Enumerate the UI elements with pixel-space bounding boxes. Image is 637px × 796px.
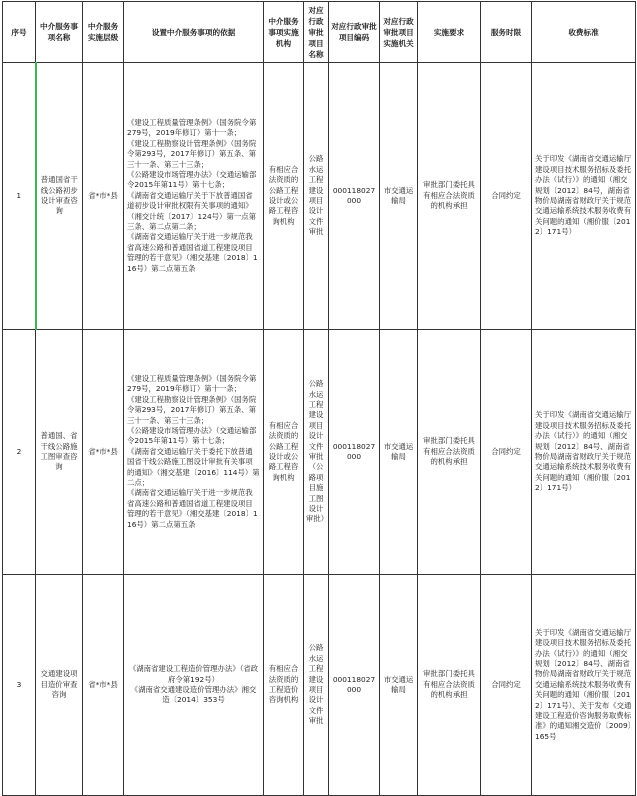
basis-line: 《公路建设市场管理办法》（交通运输部令2015年第11号）第十七条； (127, 169, 257, 190)
cell-no: 3 (3, 575, 36, 796)
cell-time-limit: 合同约定 (481, 330, 532, 575)
header-row (3, 2, 636, 63)
header-requirement: 实施要求 (418, 2, 481, 63)
cell-requirement: 审批部门委托具有相应合法资质的机构承担 (418, 575, 481, 796)
cell-name: 普通国、省干线公路施工图审查咨询 (36, 330, 83, 575)
intermediary-services-table (2, 1, 636, 796)
basis-line: 《湖南省交通运输厅关于委托下放普通国省干线公路施工图设计审批有关事项的通知》（湘交基建〔2016〕114号）第二点； (127, 446, 260, 488)
header-fee: 收费标准 (532, 2, 636, 63)
basis-line: 《公路建设市场管理办法》（交通运输部令2015年第11号）第十七条； (127, 425, 257, 446)
cell-basis (124, 575, 264, 796)
basis-line: 《湖南省交通运输厅关于下放普通国省道初步设计审批权限有关事项的通知》（湘交计统〔2017〕124号）第一点第三条、第二点第二条； (127, 190, 256, 232)
cell-requirement: 审批部门委托具有相应合法资质的机构承担 (418, 63, 481, 330)
cell-agency: 有相应合法资质的公路工程设计或公路工程咨询机构 (264, 330, 304, 575)
cell-approval-code: 000118027000 (329, 575, 380, 796)
header-approval-code: 对应行政审批项目编码 (329, 2, 380, 63)
header-approval-org: 对应行政审批项目实施机关 (380, 2, 418, 63)
cell-fee: 关于印发《湖南省交通运输厅建设项目技术服务招标及委托办法（试行）》的通知（湘交规划〔2012〕84号、湖南省物价局湖南省财政厅关于规范交通运输系统技术服务收费有关问题的通知（湘价服〔2012〕171号）、关于发布《交通建设工程造价咨询服务取费标准》的通知湘交造价〔2009〕165号 (532, 575, 636, 796)
basis-line: 《湖南省交通建设造价管理办法》湘交造〔2014〕353号 (130, 685, 257, 705)
header-agency: 中介服务事项实施机构 (264, 2, 304, 63)
cell-basis (124, 63, 264, 330)
cell-name: 普通国省干线公路初步设计审查咨询 (36, 63, 83, 330)
cell-approval-org: 市交通运输局 (380, 330, 418, 575)
header-time-limit: 服务时限 (481, 2, 532, 63)
basis-line: 《建设工程质量管理条例》（国务院令第279号，2019年修订）第十一条； (127, 373, 257, 394)
cell-approval-code: 000118027000 (329, 63, 380, 330)
cell-no: 1 (3, 63, 36, 330)
basis-line: 《建设工程勘察设计管理条例》（国务院令第293号，2017年修订）第五条、第三十一条、第三十三条； (127, 394, 257, 425)
cell-level: 省*市*县 (83, 575, 124, 796)
cell-level: 省*市*县 (83, 63, 124, 330)
table-row (3, 63, 636, 330)
cell-basis (124, 330, 264, 575)
header-no: 序号 (3, 2, 36, 63)
basis-line: 《湖南省交通运输厅关于进一步规范我省高速公路和普通国省道工程建设项目管理的若干意见》（湘交基建〔2018〕116号）第二点第五条 (127, 488, 258, 529)
basis-line: 《湖南省建设工程造价管理办法》（省政府令第192号） (128, 664, 259, 684)
cell-fee: 关于印发《湖南省交通运输厅建设项目技术服务招标及委托办法（试行）》的通知（湘交规划〔2012〕84号，湖南省物价局湖南省财政厅关于规范交通运输系统技术服务收费有关问题的通知（湘价服〔2012〕171号） (532, 63, 636, 330)
cell-requirement: 审批部门委托具有相应合法资质的机构承担 (418, 330, 481, 575)
table-row (3, 330, 636, 575)
cell-no: 2 (3, 330, 36, 575)
cell-agency: 有相应合法资质的公路工程设计或公路工程咨询机构 (264, 63, 304, 330)
basis-line: 《湖南省交通运输厅关于进一步规范我省高速公路和普通国省道工程建设项目管理的若干意见》（湘交基建〔2018〕116号）第二点第五条 (127, 232, 258, 273)
header-level: 中介服务实施层级 (83, 2, 124, 63)
cell-approval-org: 市交通运输局 (380, 63, 418, 330)
cell-approval-name: 公路水运工程建设项目设计文件审批 (304, 575, 329, 796)
header-basis: 设置中介服务事项的依据 (124, 2, 264, 63)
basis-line: 《建设工程质量管理条例》（国务院令第279号，2019年修订）第十一条； (127, 117, 257, 138)
cell-fee: 关于印发《湖南省交通运输厅建设项目技术服务招标及委托办法（试行）》的通知（湘交规划〔2012〕84号、湖南省物价局湖南省财政厅关于规范交通运输系统技术服务收费有关问题的通知（湘价服〔2012〕171号） (532, 330, 636, 575)
table-row (3, 575, 636, 796)
cell-approval-code: 000118027000 (329, 330, 380, 575)
cell-level: 省*市*县 (83, 330, 124, 575)
cell-agency: 有相应合法资质的工程造价咨询机构 (264, 575, 304, 796)
cell-name: 交通建设项目造价审查咨询 (36, 575, 83, 796)
header-name: 中介服务事项名称 (36, 2, 83, 63)
cell-time-limit: 合同约定 (481, 63, 532, 330)
header-approval-name: 对应行政审批项目名称 (304, 2, 329, 63)
cell-approval-org: 市交通运输局 (380, 575, 418, 796)
basis-line: 《建设工程勘察设计管理条例》（国务院令第293号，2017年修订）第五条、第三十一条、第三十三条； (127, 138, 257, 169)
cell-time-limit: 合同约定 (481, 575, 532, 796)
cell-approval-name: 公路水运工程建设项目设计文件审批 (304, 63, 329, 330)
cell-approval-name: 公路水运工程建设项目设计文件审批（公路项目施工图设计审批） (304, 330, 329, 575)
